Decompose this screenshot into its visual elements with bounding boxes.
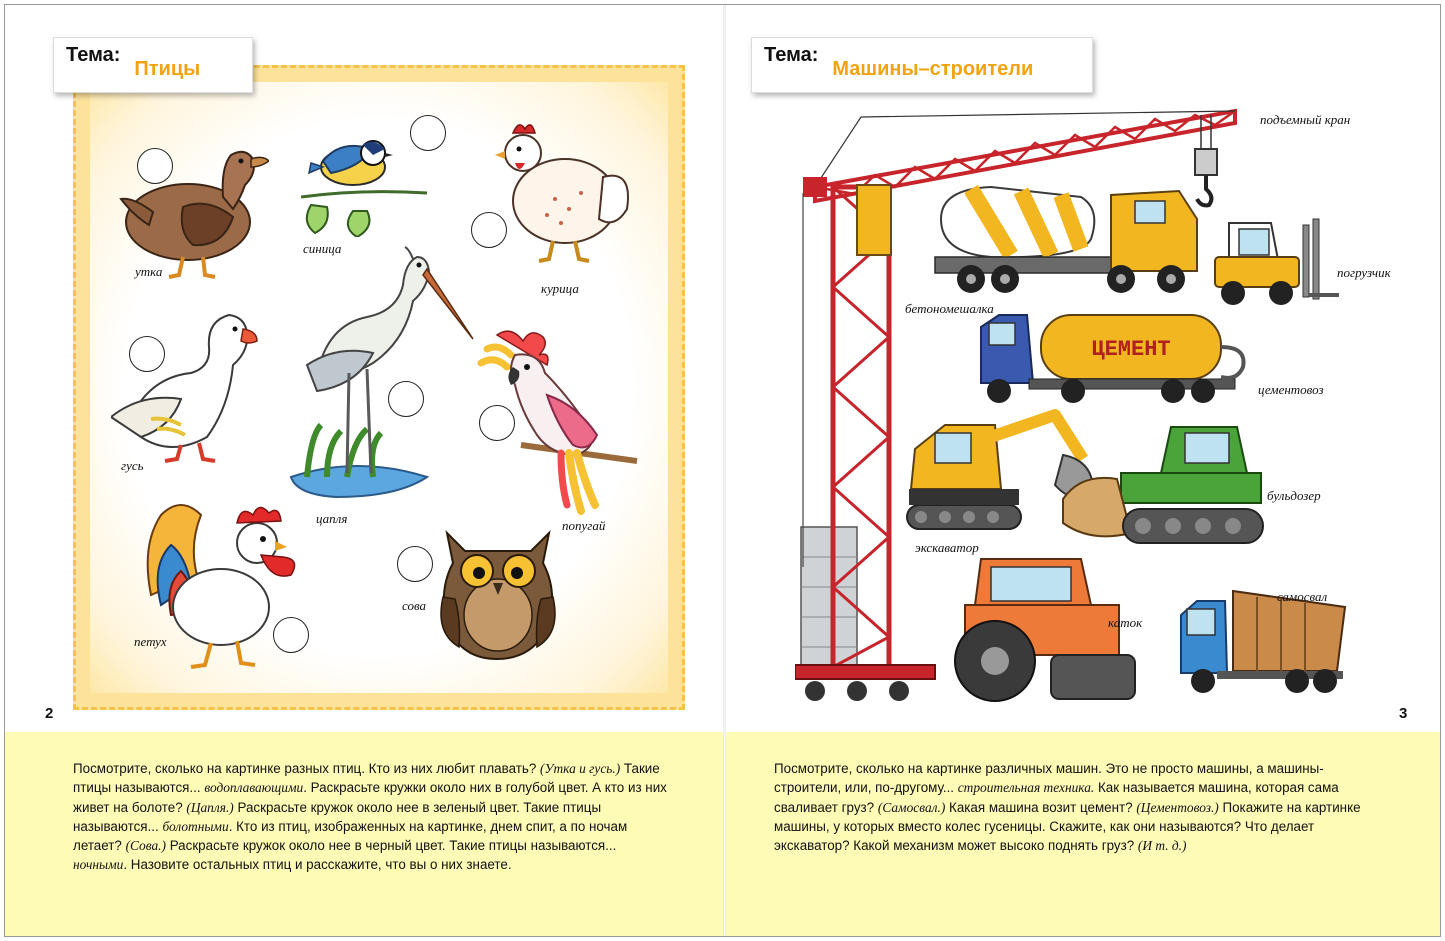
heron-color-circle[interactable]: [388, 381, 424, 417]
heron-picture: [277, 245, 477, 503]
rooster-color-circle[interactable]: [273, 617, 309, 653]
page-number-left: 2: [45, 705, 54, 722]
machines-instructions-band: [726, 732, 1440, 936]
cement-sign-text: ЦЕМЕНТ: [1091, 337, 1171, 362]
tit-color-circle[interactable]: [410, 115, 446, 151]
duck-caption: утка: [135, 264, 163, 279]
theme-card-machines: [751, 37, 1093, 93]
birds-instructions-text: Посмотрите, сколько на картинке разных птиц. Кто из них любит плавать? (Утка и гусь.) Такие птицы называются... водоплавающими. Раскрасьте кружки около них в голубой цвет. А кто из них живет на болоте? (Цапля.) Раскрасьте кружок около нее в зеленый цвет. Такие птицы называются... болотными. Кто из птиц, изображенных на картинке, днем спит, а по ночам летает? (Сова.) Раскрасьте кружок около нее в черный цвет. Такие птицы называются... ночными. Назовите остальных птиц и расскажите, что вы о них знаете.: [73, 761, 667, 873]
owl-color-circle[interactable]: [397, 546, 433, 582]
hen-caption: курица: [541, 281, 579, 296]
cement-truck-caption: цементовоз: [1258, 382, 1324, 397]
concrete-mixer-picture: [931, 179, 1199, 297]
parrot-caption: попугай: [562, 518, 606, 533]
theme-value: Машины–строители: [832, 58, 1034, 80]
theme-label: Тема:: [764, 44, 819, 66]
rooster-caption: петух: [134, 634, 167, 649]
mixer-caption: бетономешалка: [905, 301, 994, 316]
bulldozer-picture: [1061, 403, 1271, 555]
bulldozer-caption: бульдозер: [1267, 488, 1321, 503]
goose-color-circle[interactable]: [129, 336, 165, 372]
roller-caption: каток: [1108, 615, 1143, 630]
goose-caption: гусь: [121, 458, 144, 473]
dump-truck-caption: самосвал: [1277, 589, 1328, 604]
heron-caption: цапля: [316, 511, 348, 526]
theme-label: Тема:: [66, 44, 121, 66]
goose-picture: [111, 307, 259, 467]
theme-value: Птицы: [134, 58, 201, 80]
right-page: [725, 5, 1442, 936]
machines-instructions-text: Посмотрите, сколько на картинке различных машин. Это не просто машины, а машины-строители, или, по-другому... строительная техника. Как называется машина, которая сама сваливает груз? (Самосвал.) Какая машина возит цемент? (Цементовоз.) Покажите на картинке машины, у которых вместо колес гусеницы. Скажите, как они называются? Что делает экскаватор? Какой механизм может высоко поднять груз? (И т. д.): [774, 761, 1361, 854]
birds-instructions-band: [5, 732, 723, 936]
hen-picture: [495, 119, 635, 264]
theme-card-birds: [53, 37, 253, 93]
excavator-caption: экскаватор: [915, 540, 979, 555]
hen-color-circle[interactable]: [471, 212, 507, 248]
duck-picture: [113, 137, 269, 282]
duck-color-circle[interactable]: [137, 148, 173, 184]
left-page: [5, 5, 725, 936]
page-number-right: 3: [1399, 705, 1408, 722]
parrot-color-circle[interactable]: [479, 405, 515, 441]
crane-caption: подъемный кран: [1260, 112, 1351, 127]
owl-picture: [435, 523, 561, 663]
cement-truck-picture: [977, 307, 1249, 403]
loader-picture: [1209, 215, 1339, 307]
tit-caption: синица: [303, 241, 342, 256]
owl-caption: сова: [402, 598, 427, 613]
loader-caption: погрузчик: [1337, 265, 1391, 280]
book-spread: [4, 4, 1441, 937]
tit-picture: [301, 127, 431, 237]
